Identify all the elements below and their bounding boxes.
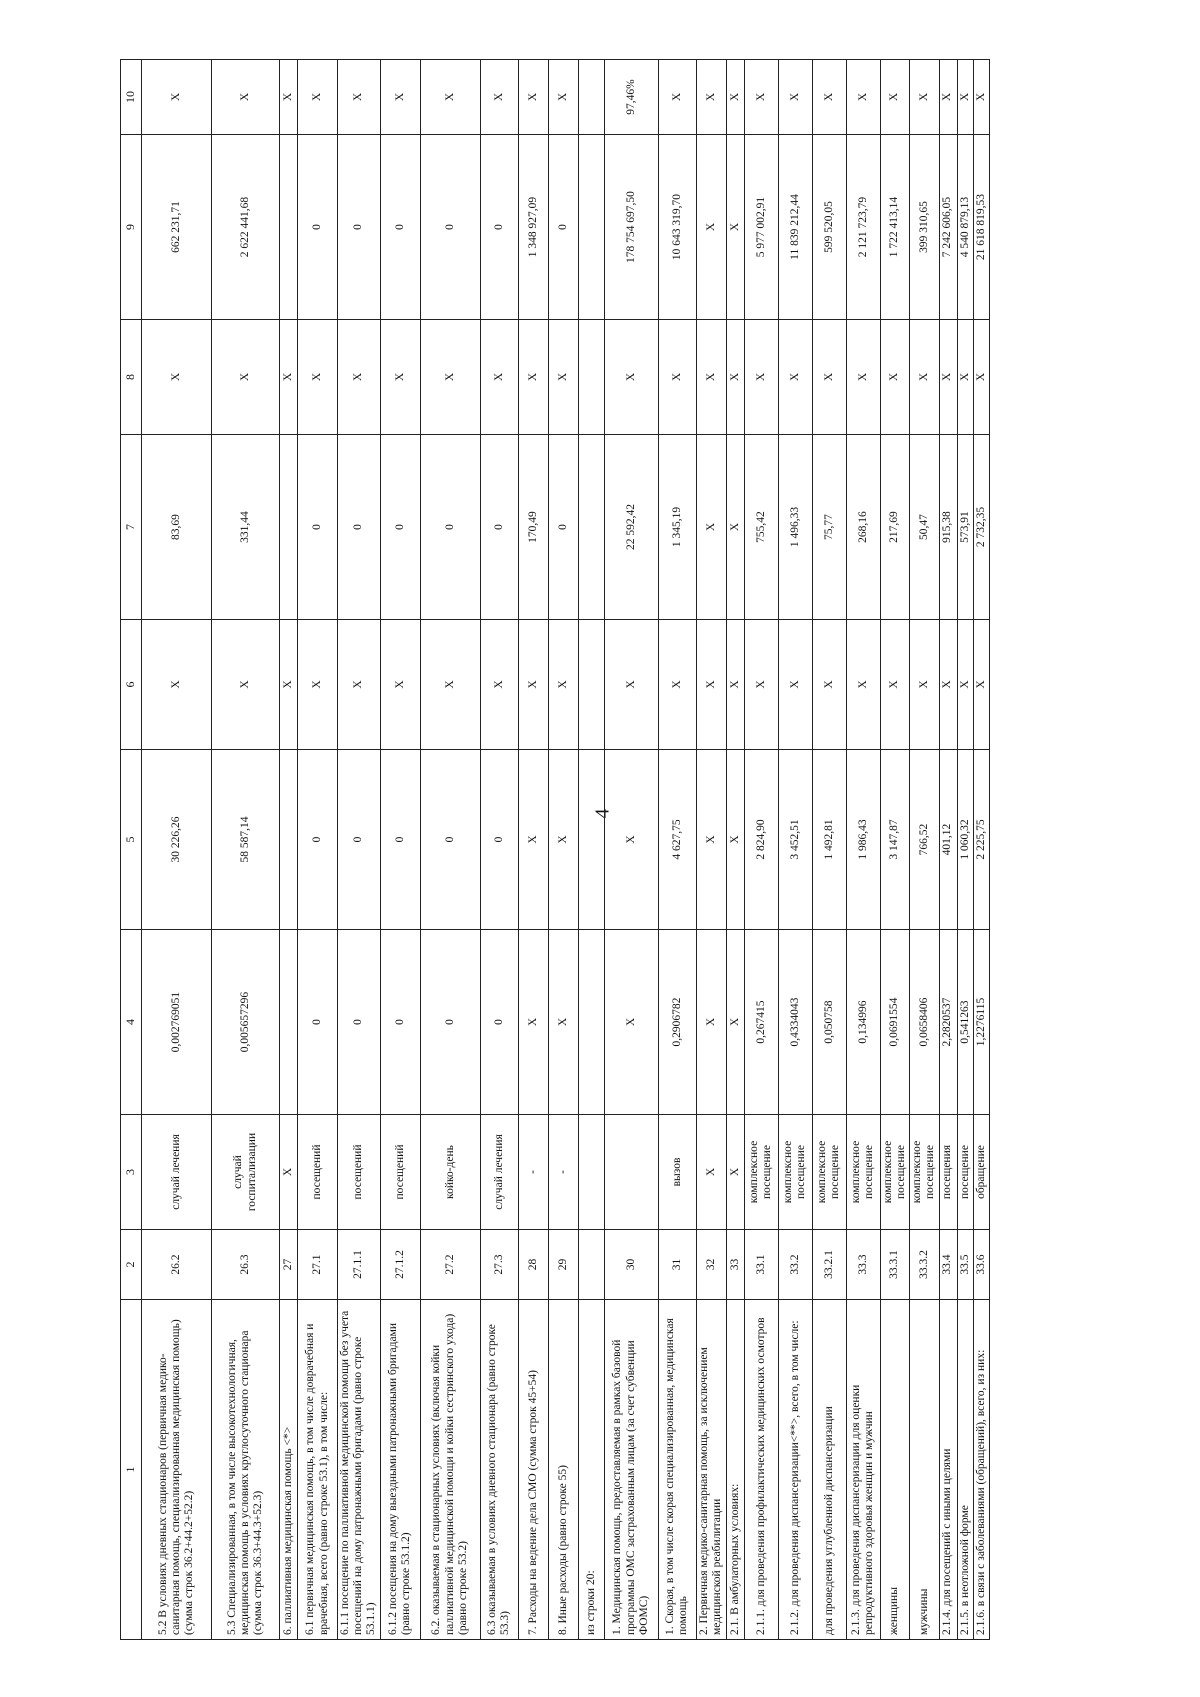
- cell-col-7: X: [726, 435, 744, 620]
- cell-col-1: 1. Скорая, в том числе скорая специализированная, медицинская помощь: [658, 1300, 696, 1640]
- cell-col-7: 915,38: [939, 435, 957, 620]
- cell-col-4: 2,2820537: [939, 930, 957, 1115]
- table-header-row: [121, 60, 142, 1640]
- cell-col-1: 6.1.2 посещения на дому выездными патронажными бригадами (равно строке 53.1.2): [380, 1300, 420, 1640]
- cell-col-5: 0: [338, 750, 381, 930]
- cell-col-4: 0,4334043: [778, 930, 812, 1115]
- table-row: [939, 60, 957, 1640]
- cell-col-8: X: [973, 320, 989, 435]
- cell-col-2: 33.2: [778, 1230, 812, 1300]
- cell-col-7: 217,69: [880, 435, 909, 620]
- cell-col-7: 0: [480, 435, 518, 620]
- cell-col-2: 27.2: [420, 1230, 480, 1300]
- table-row: [957, 60, 973, 1640]
- cell-col-10: X: [744, 60, 778, 135]
- cell-col-3: комплексное посещение: [744, 1115, 778, 1230]
- cell-col-8: X: [142, 320, 212, 435]
- cell-col-10: X: [910, 60, 939, 135]
- cell-col-1: 6. паллиативная медицинская помощь <*>: [280, 1300, 298, 1640]
- cell-col-9: 0: [548, 135, 578, 320]
- cell-col-3: посещений: [338, 1115, 381, 1230]
- cell-col-3: X: [280, 1115, 298, 1230]
- cell-col-1: женщины: [880, 1300, 909, 1640]
- cell-col-6: X: [212, 620, 280, 750]
- cell-col-9: 7 242 606,05: [939, 135, 957, 320]
- cell-col-8: X: [910, 320, 939, 435]
- cell-col-9: X: [726, 135, 744, 320]
- cell-col-2: [578, 1230, 604, 1300]
- cell-col-9: 599 520,05: [812, 135, 846, 320]
- cell-col-7: 0: [338, 435, 381, 620]
- cell-col-3: X: [696, 1115, 726, 1230]
- cell-col-4: X: [548, 930, 578, 1115]
- cell-col-4: 0,134996: [846, 930, 880, 1115]
- cell-col-4: X: [726, 930, 744, 1115]
- cell-col-2: 27: [280, 1230, 298, 1300]
- data-table: [120, 59, 990, 1640]
- cell-col-10: X: [696, 60, 726, 135]
- cell-col-10: X: [939, 60, 957, 135]
- table-row: [280, 60, 298, 1640]
- cell-col-5: 401,12: [939, 750, 957, 930]
- cell-col-10: X: [142, 60, 212, 135]
- cell-col-8: X: [778, 320, 812, 435]
- cell-col-4: X: [518, 930, 548, 1115]
- cell-col-8: X: [812, 320, 846, 435]
- cell-col-1: 2.1. В амбулаторных условиях:: [726, 1300, 744, 1640]
- table-row: [578, 60, 604, 1640]
- column-header-3: 3: [121, 1115, 142, 1230]
- table-row: [338, 60, 381, 1640]
- cell-col-6: X: [604, 620, 658, 750]
- page-number: 4: [591, 808, 614, 819]
- cell-col-7: 331,44: [212, 435, 280, 620]
- cell-col-4: 0,267415: [744, 930, 778, 1115]
- cell-col-2: 32: [696, 1230, 726, 1300]
- cell-col-1: 6.1.1 посещение по паллиативной медицинской помощи без учета посещений на дому патронажными бригадами (равно строке 53.1.1): [338, 1300, 381, 1640]
- cell-col-5: 4 627,75: [658, 750, 696, 930]
- cell-col-2: 33.3.1: [880, 1230, 909, 1300]
- cell-col-5: X: [604, 750, 658, 930]
- cell-col-6: X: [420, 620, 480, 750]
- cell-col-3: X: [726, 1115, 744, 1230]
- cell-col-3: койко-день: [420, 1115, 480, 1230]
- cell-col-7: [578, 435, 604, 620]
- cell-col-7: 0: [380, 435, 420, 620]
- cell-col-5: 0: [298, 750, 338, 930]
- cell-col-10: X: [380, 60, 420, 135]
- cell-col-3: случай лечения: [480, 1115, 518, 1230]
- cell-col-6: X: [812, 620, 846, 750]
- cell-col-2: 28: [518, 1230, 548, 1300]
- cell-col-8: X: [726, 320, 744, 435]
- cell-col-10: X: [280, 60, 298, 135]
- table-row: [846, 60, 880, 1640]
- cell-col-7: 170,49: [518, 435, 548, 620]
- cell-col-3: посещений: [298, 1115, 338, 1230]
- cell-col-3: посещений: [380, 1115, 420, 1230]
- cell-col-6: [578, 620, 604, 750]
- cell-col-5: 0: [420, 750, 480, 930]
- cell-col-7: X: [696, 435, 726, 620]
- cell-col-6: X: [957, 620, 973, 750]
- table-row: [910, 60, 939, 1640]
- column-header-7: 7: [121, 435, 142, 620]
- table-row: [142, 60, 212, 1640]
- cell-col-9: 1 722 413,14: [880, 135, 909, 320]
- cell-col-3: комплексное посещение: [812, 1115, 846, 1230]
- cell-col-6: X: [338, 620, 381, 750]
- cell-col-5: 1 492,81: [812, 750, 846, 930]
- cell-col-6: X: [280, 620, 298, 750]
- cell-col-7: 573,91: [957, 435, 973, 620]
- cell-col-3: обращение: [973, 1115, 989, 1230]
- cell-col-1: 2.1.3. для проведения диспансеризации для оценки репродуктивного здоровья женщин и мужчин: [846, 1300, 880, 1640]
- cell-col-2: 33.6: [973, 1230, 989, 1300]
- cell-col-3: вызов: [658, 1115, 696, 1230]
- table-row: [518, 60, 548, 1640]
- cell-col-9: X: [696, 135, 726, 320]
- cell-col-6: X: [880, 620, 909, 750]
- cell-col-10: 97,46%: [604, 60, 658, 135]
- cell-col-9: 5 977 002,91: [744, 135, 778, 320]
- cell-col-6: X: [696, 620, 726, 750]
- cell-col-9: 662 231,71: [142, 135, 212, 320]
- cell-col-4: 0,541263: [957, 930, 973, 1115]
- cell-col-5: X: [726, 750, 744, 930]
- cell-col-7: 268,16: [846, 435, 880, 620]
- cell-col-4: 0,0691554: [880, 930, 909, 1115]
- cell-col-2: 33.4: [939, 1230, 957, 1300]
- cell-col-3: [604, 1115, 658, 1230]
- cell-col-5: 0: [480, 750, 518, 930]
- table-row: [548, 60, 578, 1640]
- table-row: [778, 60, 812, 1640]
- cell-col-4: 0,0658406: [910, 930, 939, 1115]
- cell-col-8: X: [744, 320, 778, 435]
- cell-col-10: X: [480, 60, 518, 135]
- cell-col-8: [578, 320, 604, 435]
- cell-col-7: 50,47: [910, 435, 939, 620]
- cell-col-1: 2. Первичная медико-санитарная помощь, за исключением медицинской реабилитации: [696, 1300, 726, 1640]
- cell-col-6: X: [380, 620, 420, 750]
- cell-col-8: X: [846, 320, 880, 435]
- cell-col-6: X: [658, 620, 696, 750]
- cell-col-4: 0,002769051: [142, 930, 212, 1115]
- cell-col-1: 2.1.2. для проведения диспансеризации<**>, всего, в том числе:: [778, 1300, 812, 1640]
- cell-col-9: 0: [420, 135, 480, 320]
- column-header-5: 5: [121, 750, 142, 930]
- table-row: [298, 60, 338, 1640]
- cell-col-4: 0,2906782: [658, 930, 696, 1115]
- cell-col-5: 0: [380, 750, 420, 930]
- column-header-6: 6: [121, 620, 142, 750]
- cell-col-4: 0,050758: [812, 930, 846, 1115]
- cell-col-1: 6.3 оказываемая в условиях дневного стационара (равно строке 53.3): [480, 1300, 518, 1640]
- cell-col-6: X: [778, 620, 812, 750]
- table-row: [812, 60, 846, 1640]
- table-row: [726, 60, 744, 1640]
- cell-col-3: комплексное посещение: [846, 1115, 880, 1230]
- cell-col-10: X: [973, 60, 989, 135]
- cell-col-9: [280, 135, 298, 320]
- column-header-1: 1: [121, 1300, 142, 1640]
- cell-col-4: 0: [420, 930, 480, 1115]
- cell-col-2: 33: [726, 1230, 744, 1300]
- cell-col-1: 5.3 Специализированная, в том числе высокотехнологичная, медицинская помощь в условиях круглосуточного стационара (сумма строк 36.3+44.3+52.3): [212, 1300, 280, 1640]
- cell-col-8: X: [604, 320, 658, 435]
- cell-col-9: 0: [480, 135, 518, 320]
- cell-col-2: 26.3: [212, 1230, 280, 1300]
- cell-col-9: 21 618 819,53: [973, 135, 989, 320]
- cell-col-7: 1 345,19: [658, 435, 696, 620]
- cell-col-5: 1 986,43: [846, 750, 880, 930]
- cell-col-3: случай лечения: [142, 1115, 212, 1230]
- cell-col-8: X: [957, 320, 973, 435]
- cell-col-1: из строки 20:: [578, 1300, 604, 1640]
- cell-col-9: 11 839 212,44: [778, 135, 812, 320]
- cell-col-10: X: [212, 60, 280, 135]
- cell-col-2: 27.1.2: [380, 1230, 420, 1300]
- cell-col-4: X: [696, 930, 726, 1115]
- cell-col-2: 26.2: [142, 1230, 212, 1300]
- cell-col-5: 2 225,75: [973, 750, 989, 930]
- cell-col-1: 2.1.1. для проведения профилактических медицинских осмотров: [744, 1300, 778, 1640]
- cell-col-10: X: [880, 60, 909, 135]
- cell-col-2: 33.1: [744, 1230, 778, 1300]
- cell-col-2: 27.3: [480, 1230, 518, 1300]
- cell-col-1: 1. Медицинская помощь, предоставляемая в рамках базовой программы ОМС застрахованным лицам (за счет субвенции ФОМС): [604, 1300, 658, 1640]
- cell-col-5: 1 060,32: [957, 750, 973, 930]
- column-header-4: 4: [121, 930, 142, 1115]
- cell-col-8: X: [480, 320, 518, 435]
- cell-col-5: [578, 750, 604, 930]
- cell-col-2: 27.1.1: [338, 1230, 381, 1300]
- cell-col-2: 30: [604, 1230, 658, 1300]
- cell-col-10: X: [298, 60, 338, 135]
- cell-col-8: X: [420, 320, 480, 435]
- cell-col-1: 6.1 первичная медицинская помощь, в том числе доврачебная и врачебная, всего (равно строке 53.1), в том числе:: [298, 1300, 338, 1640]
- cell-col-10: X: [420, 60, 480, 135]
- cell-col-1: 6.2. оказываемая в стационарных условиях (включая койки паллиативной медицинской помощи и койки сестринского ухода) (равно строке 53.2): [420, 1300, 480, 1640]
- cell-col-6: X: [480, 620, 518, 750]
- cell-col-3: комплексное посещение: [910, 1115, 939, 1230]
- cell-col-6: X: [910, 620, 939, 750]
- table-row: [696, 60, 726, 1640]
- cell-col-4: 0: [338, 930, 381, 1115]
- cell-col-1: мужчины: [910, 1300, 939, 1640]
- cell-col-3: комплексное посещение: [880, 1115, 909, 1230]
- cell-col-5: 3 147,87: [880, 750, 909, 930]
- cell-col-9: 4 540 879,13: [957, 135, 973, 320]
- cell-col-9: 399 310,65: [910, 135, 939, 320]
- cell-col-10: [578, 60, 604, 135]
- table-row: [658, 60, 696, 1640]
- cell-col-9: 2 622 441,68: [212, 135, 280, 320]
- column-header-2: 2: [121, 1230, 142, 1300]
- cell-col-10: X: [846, 60, 880, 135]
- table-row: [744, 60, 778, 1640]
- cell-col-9: 1 348 927,09: [518, 135, 548, 320]
- cell-col-9: 2 121 723,79: [846, 135, 880, 320]
- cell-col-9: 178 754 697,50: [604, 135, 658, 320]
- cell-col-7: 755,42: [744, 435, 778, 620]
- cell-col-7: 0: [548, 435, 578, 620]
- table-row: [212, 60, 280, 1640]
- cell-col-6: X: [298, 620, 338, 750]
- cell-col-1: 8. Иные расходы (равно строке 55): [548, 1300, 578, 1640]
- cell-col-1: 2.1.4. для посещений с иными целями: [939, 1300, 957, 1640]
- cell-col-6: X: [142, 620, 212, 750]
- cell-col-10: X: [778, 60, 812, 135]
- cell-col-9: 0: [380, 135, 420, 320]
- cell-col-2: 27.1: [298, 1230, 338, 1300]
- table-row: [420, 60, 480, 1640]
- cell-col-4: 0,005657296: [212, 930, 280, 1115]
- cell-col-10: X: [548, 60, 578, 135]
- cell-col-8: X: [298, 320, 338, 435]
- cell-col-8: X: [280, 320, 298, 435]
- cell-col-8: X: [380, 320, 420, 435]
- cell-col-4: [578, 930, 604, 1115]
- cell-col-9: 0: [338, 135, 381, 320]
- cell-col-8: X: [658, 320, 696, 435]
- cell-col-8: X: [212, 320, 280, 435]
- cell-col-5: 3 452,51: [778, 750, 812, 930]
- cell-col-5: 2 824,90: [744, 750, 778, 930]
- cell-col-8: X: [880, 320, 909, 435]
- cell-col-10: X: [957, 60, 973, 135]
- cell-col-3: -: [518, 1115, 548, 1230]
- cell-col-3: комплексное посещение: [778, 1115, 812, 1230]
- cell-col-7: [280, 435, 298, 620]
- cell-col-6: X: [518, 620, 548, 750]
- cell-col-9: 10 643 319,70: [658, 135, 696, 320]
- cell-col-3: посещения: [939, 1115, 957, 1230]
- rotated-table-container: [120, 60, 1080, 1640]
- cell-col-2: 33.3.2: [910, 1230, 939, 1300]
- cell-col-10: X: [812, 60, 846, 135]
- cell-col-6: X: [744, 620, 778, 750]
- cell-col-8: X: [518, 320, 548, 435]
- cell-col-2: 31: [658, 1230, 696, 1300]
- cell-col-10: X: [518, 60, 548, 135]
- cell-col-5: 766,52: [910, 750, 939, 930]
- cell-col-1: 2.1.5. в неотложной форме: [957, 1300, 973, 1640]
- cell-col-5: [280, 750, 298, 930]
- cell-col-1: для проведения углубленной диспансеризации: [812, 1300, 846, 1640]
- cell-col-8: X: [696, 320, 726, 435]
- cell-col-8: X: [939, 320, 957, 435]
- column-header-10: 10: [121, 60, 142, 135]
- cell-col-5: X: [696, 750, 726, 930]
- cell-col-3: случай госпитализации: [212, 1115, 280, 1230]
- cell-col-4: 0: [380, 930, 420, 1115]
- cell-col-6: X: [548, 620, 578, 750]
- cell-col-4: 0: [480, 930, 518, 1115]
- cell-col-3: -: [548, 1115, 578, 1230]
- cell-col-7: 83,69: [142, 435, 212, 620]
- cell-col-9: 0: [298, 135, 338, 320]
- cell-col-4: 0: [298, 930, 338, 1115]
- cell-col-6: X: [726, 620, 744, 750]
- cell-col-10: X: [338, 60, 381, 135]
- cell-col-3: [578, 1115, 604, 1230]
- table-row: [880, 60, 909, 1640]
- cell-col-6: X: [973, 620, 989, 750]
- table-row: [380, 60, 420, 1640]
- cell-col-7: 22 592,42: [604, 435, 658, 620]
- cell-col-5: 30 226,26: [142, 750, 212, 930]
- cell-col-1: 2.1.6. в связи с заболеваниями (обращений), всего, из них:: [973, 1300, 989, 1640]
- cell-col-5: X: [548, 750, 578, 930]
- cell-col-4: [280, 930, 298, 1115]
- cell-col-7: 0: [298, 435, 338, 620]
- cell-col-5: X: [518, 750, 548, 930]
- cell-col-6: X: [846, 620, 880, 750]
- cell-col-4: X: [604, 930, 658, 1115]
- cell-col-7: 75,77: [812, 435, 846, 620]
- cell-col-6: X: [939, 620, 957, 750]
- cell-col-2: 33.3: [846, 1230, 880, 1300]
- cell-col-7: 1 496,33: [778, 435, 812, 620]
- cell-col-7: 0: [420, 435, 480, 620]
- cell-col-7: 2 732,35: [973, 435, 989, 620]
- table-row: [480, 60, 518, 1640]
- cell-col-3: посещение: [957, 1115, 973, 1230]
- cell-col-1: 5.2 В условиях дневных стационаров (первичная медико-санитарная помощь, специализированная медицинская помощь) (сумма строк 36.2+44.2+52.2): [142, 1300, 212, 1640]
- cell-col-10: X: [658, 60, 696, 135]
- column-header-8: 8: [121, 320, 142, 435]
- column-header-9: 9: [121, 135, 142, 320]
- cell-col-9: [578, 135, 604, 320]
- cell-col-8: X: [548, 320, 578, 435]
- cell-col-2: 33.2.1: [812, 1230, 846, 1300]
- cell-col-10: X: [726, 60, 744, 135]
- cell-col-8: X: [338, 320, 381, 435]
- cell-col-2: 33.5: [957, 1230, 973, 1300]
- table-row: [973, 60, 989, 1640]
- cell-col-1: 7. Расходы на ведение дела СМО (сумма строк 45+54): [518, 1300, 548, 1640]
- table-row: [604, 60, 658, 1640]
- cell-col-5: 58 587,14: [212, 750, 280, 930]
- cell-col-2: 29: [548, 1230, 578, 1300]
- cell-col-4: 1,2276115: [973, 930, 989, 1115]
